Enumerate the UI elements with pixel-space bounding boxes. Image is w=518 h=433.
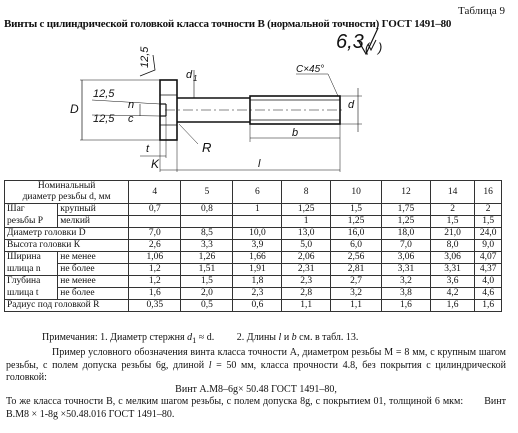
example-1-text: Пример условного обозначения винта класса точности А, диаметром резьбы М = 8 мм, с крупным шагом резьбы, с полем допуска резьбы 6g, длиной	[6, 347, 506, 371]
row-group-label: Диаметр головки D	[5, 228, 129, 240]
note-2-b: b	[291, 332, 297, 343]
table-cell: 2,0	[181, 288, 233, 300]
diameter-cell: 10	[331, 181, 382, 204]
note-2-and: и	[283, 332, 290, 343]
table-cell: 9,0	[475, 240, 502, 252]
table-cell: 3,06	[382, 252, 431, 264]
table-row	[5, 204, 502, 216]
table-row	[5, 252, 502, 264]
head-roughness-label: 12,5	[139, 46, 151, 68]
designation-1: Винт А.М8–6g× 50.48 ГОСТ 1491–80,	[175, 384, 337, 396]
table-row	[5, 276, 502, 288]
table-cell: 2,56	[331, 252, 382, 264]
example-1-tail: = 50 мм, класса прочности 4.8, без покрытия с цилиндрической головкой:	[6, 359, 506, 383]
table-cell: 4,07	[475, 252, 502, 264]
row-group-label: шлица t	[5, 288, 58, 300]
table-cell: 10,0	[233, 228, 282, 240]
screw-drawing	[0, 0, 518, 180]
row-group-label: Глубина	[5, 276, 58, 288]
diameter-header-line-1: Номинальный	[37, 181, 96, 191]
example-2-text: То же класса точности В, с мелким шагом резьбы, с полем допуска 8g, с покрытием 01, толщиной 6 мкм:	[6, 396, 464, 408]
slot-roughness-top: 12,5	[93, 88, 115, 100]
table-cell: 8,5	[181, 228, 233, 240]
example-1	[6, 347, 506, 384]
table-cell: 1,5	[475, 216, 502, 228]
table-cell: 0,8	[181, 204, 233, 216]
table-cell: 1,91	[233, 264, 282, 276]
table-cell: 1,5	[181, 276, 233, 288]
table-cell: 3,2	[331, 288, 382, 300]
table-cell: 2,3	[282, 276, 331, 288]
note-d1-sub: 1	[192, 336, 197, 345]
row-group-label: шлица n	[5, 264, 58, 276]
note-2-l: l	[278, 332, 282, 343]
table-cell: 3,3	[181, 240, 233, 252]
table-cell: 0,5	[181, 300, 233, 312]
diameter-header-line-2: диаметр резьбы d, мм	[22, 192, 111, 202]
R-label: R	[202, 140, 212, 155]
table-cell: 3,8	[382, 288, 431, 300]
page-title: Винты с цилиндрической головкой класса точности В (нормальной точности) ГОСТ 1491–80	[4, 18, 452, 30]
row-group-label: Ширина	[5, 252, 58, 264]
table-cell: 2,6	[129, 240, 181, 252]
table-cell: 3,6	[430, 276, 474, 288]
table-row	[5, 264, 502, 276]
table-cell: 6,0	[331, 240, 382, 252]
diameter-cell: 12	[382, 181, 431, 204]
t-label: t	[146, 143, 150, 155]
table-cell: 0,6	[233, 300, 282, 312]
table-cell: 1,5	[430, 216, 474, 228]
table-cell: 3,06	[430, 252, 474, 264]
n-label: n	[128, 99, 135, 111]
roughness-symbol	[336, 28, 382, 55]
table-row	[5, 300, 502, 312]
note-d1: d	[187, 332, 193, 343]
table-cell	[181, 216, 233, 228]
row-sub-label: не менее	[58, 276, 129, 288]
table-cell: 3,9	[233, 240, 282, 252]
table-cell: 1,5	[331, 204, 382, 216]
c-label: c	[128, 113, 134, 125]
table-cell: 3,31	[430, 264, 474, 276]
row-group-label: Высота головки К	[5, 240, 129, 252]
diameter-cell: 5	[181, 181, 233, 204]
table-cell: 1,26	[181, 252, 233, 264]
roughness-value: 6,3	[336, 31, 364, 53]
table-row	[5, 240, 502, 252]
table-cell: 1,6	[382, 300, 431, 312]
slot-roughness-bottom: 12,5	[93, 113, 115, 125]
K-label: K	[151, 157, 160, 171]
D-label: D	[70, 102, 79, 116]
table-cell: 7,0	[129, 228, 181, 240]
table-cell	[233, 216, 282, 228]
row-group-label: Радиус под головкой R	[5, 300, 129, 312]
row-sub-label: не более	[58, 288, 129, 300]
screw-shank	[165, 96, 345, 124]
table-cell: 18,0	[382, 228, 431, 240]
table-cell: 2	[475, 204, 502, 216]
b-label: b	[292, 127, 299, 139]
table-cell: 2,3	[233, 288, 282, 300]
table-cell: 3,31	[382, 264, 431, 276]
l-label: l	[258, 158, 261, 170]
table-row	[5, 228, 502, 240]
table-cell: 2,81	[331, 264, 382, 276]
table-header-row	[5, 181, 502, 204]
svg-text:(: (	[365, 40, 370, 55]
table-cell: 4,6	[475, 288, 502, 300]
row-group-label: Шаг	[5, 204, 58, 216]
table-cell: 5,0	[282, 240, 331, 252]
table-cell: 1,25	[282, 204, 331, 216]
table-cell: 0,7	[129, 204, 181, 216]
table-cell: 1,6	[129, 288, 181, 300]
table-cell: 1,2	[129, 276, 181, 288]
table-cell: 1,66	[233, 252, 282, 264]
table-cell: 1,51	[181, 264, 233, 276]
row-sub-label: мелкий	[58, 216, 129, 228]
table-cell: 1,2	[129, 264, 181, 276]
example-1-l: l	[208, 359, 212, 371]
notes-block	[6, 332, 506, 421]
table-cell: 8,0	[430, 240, 474, 252]
table-cell: 16,0	[331, 228, 382, 240]
table-number: Таблица 9	[458, 5, 506, 17]
table-cell: 1	[233, 204, 282, 216]
designation-2: Винт В.М8 × 1-8g ×50.48.016 ГОСТ 1491–80.	[6, 396, 506, 420]
diameter-cell: 4	[129, 181, 181, 204]
table-cell	[129, 216, 181, 228]
d1-sub: 1	[193, 74, 198, 83]
table-row	[5, 288, 502, 300]
diameter-cell: 6	[233, 181, 282, 204]
diameter-cell: 8	[282, 181, 331, 204]
row-sub-label: не более	[58, 264, 129, 276]
table-cell: 1	[282, 216, 331, 228]
table-cell: 1,8	[233, 276, 282, 288]
table-cell: 4,2	[430, 288, 474, 300]
table-cell: 4,37	[475, 264, 502, 276]
table-cell: 21,0	[430, 228, 474, 240]
note-1: Примечания: 1. Диаметр стержня	[42, 332, 185, 343]
table-cell: 1,25	[382, 216, 431, 228]
d1-label: d	[186, 69, 193, 81]
table-row	[5, 216, 502, 228]
table-cell: 1,75	[382, 204, 431, 216]
table-cell: 1,1	[282, 300, 331, 312]
example-2	[6, 396, 506, 421]
table-cell: 2	[430, 204, 474, 216]
table-cell: 3,2	[382, 276, 431, 288]
table-cell: 24,0	[475, 228, 502, 240]
table-cell: 7,0	[382, 240, 431, 252]
table-cell: 1,06	[129, 252, 181, 264]
row-group-label: резьбы Р	[5, 216, 58, 228]
diameter-cell: 16	[475, 181, 502, 204]
diameter-cell: 14	[430, 181, 474, 204]
table-cell: 1,25	[331, 216, 382, 228]
table-cell: 1,6	[475, 300, 502, 312]
table-cell: 4,0	[475, 276, 502, 288]
table-cell: 1,1	[331, 300, 382, 312]
note-2-tail: см. в табл. 13.	[299, 332, 359, 343]
diameter-header	[5, 181, 129, 204]
spec-table	[4, 180, 502, 312]
notes-line	[6, 332, 506, 347]
note-eq: ≈ d.	[198, 332, 215, 343]
table-cell: 2,8	[282, 288, 331, 300]
table-cell: 13,0	[282, 228, 331, 240]
table-cell: 0,35	[129, 300, 181, 312]
chamfer-label: C×45°	[296, 64, 325, 75]
table-cell: 2,31	[282, 264, 331, 276]
table-cell: 2,06	[282, 252, 331, 264]
table-cell: 2,7	[331, 276, 382, 288]
row-sub-label: не менее	[58, 252, 129, 264]
row-sub-label: крупный	[58, 204, 129, 216]
note-2: 2. Длины	[236, 332, 277, 343]
table-cell: 1,6	[430, 300, 474, 312]
svg-text:): )	[378, 40, 383, 55]
d-label: d	[348, 99, 355, 111]
